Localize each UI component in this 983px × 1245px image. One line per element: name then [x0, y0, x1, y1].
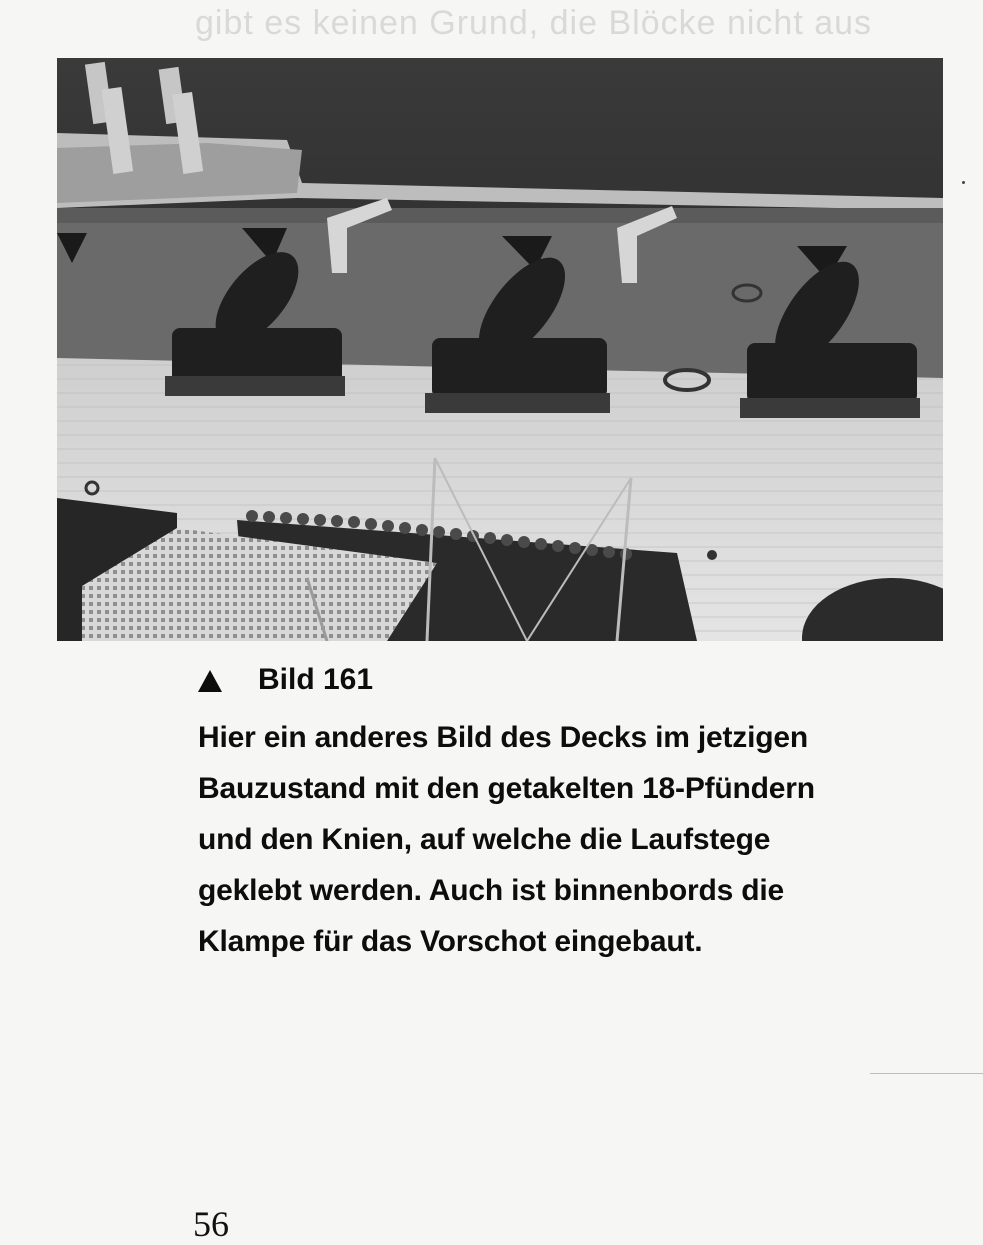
caption-text — [198, 712, 958, 967]
page-number: 56 — [193, 1204, 229, 1244]
margin-speck — [962, 181, 965, 184]
triangle-up-icon — [198, 670, 222, 692]
caption-line: Hier ein anderes Bild des Decks im jetzigen — [198, 721, 808, 754]
deck-photo-illustration — [57, 58, 943, 641]
caption-line: und den Knien, auf welche die Laufstege — [198, 823, 771, 856]
figure-caption — [198, 660, 958, 967]
figure-label: Bild 161 — [258, 663, 374, 696]
caption-heading — [198, 660, 958, 700]
caption-line: Klampe für das Vorschot eingebaut. — [198, 925, 703, 958]
deck-photo — [57, 58, 943, 641]
caption-line: Bauzustand mit den getakelten 18-Pfündern — [198, 772, 815, 805]
bleed-through-text: gibt es keinen Grund, die Blöcke nicht aus — [195, 4, 873, 42]
caption-line: geklebt werden. Auch ist binnenbords die — [198, 874, 784, 907]
bleed-through-rule — [870, 1073, 983, 1074]
